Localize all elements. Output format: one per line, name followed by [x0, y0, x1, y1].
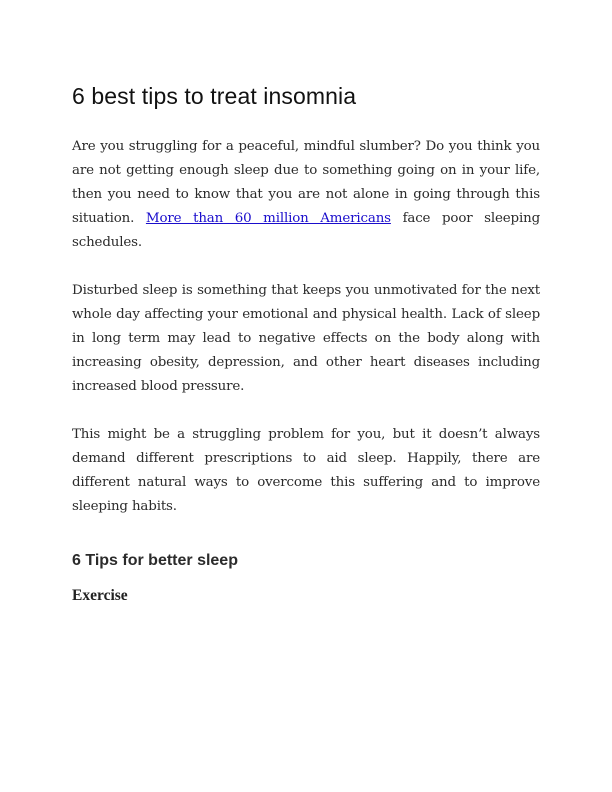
natural-ways-paragraph: This might be a struggling problem for you, but it doesn’t always demand different prescriptions to aid sleep. Happily, there are different natural ways to overcome this suffering and to improve sleeping habits.	[72, 427, 540, 514]
section-heading: 6 Tips for better sleep	[72, 552, 238, 569]
effects-paragraph: Disturbed sleep is something that keeps you unmotivated for the next whole day affecting your emotional and physical health. Lack of sleep in long term may lead to negative effects on the body along with increasing obesity, depression, and other heart diseases including increased blood pressure.	[72, 283, 540, 394]
subsection-heading: Exercise	[72, 587, 128, 604]
intro-text-before-link: Are you struggling for a peaceful, mindful slumber? Do you think you are not getting enough sleep due to something going on in your life, then you need to know that you are not alone in going through this situation.	[72, 139, 540, 226]
page-title: 6 best tips to treat insomnia	[72, 83, 357, 109]
americans-statistic-link[interactable]: More than 60 million Americans	[145, 211, 391, 226]
document-content	[72, 80, 540, 608]
intro-paragraph	[72, 135, 540, 255]
intro-text-after-link: face poor sleeping schedules.	[72, 211, 541, 250]
